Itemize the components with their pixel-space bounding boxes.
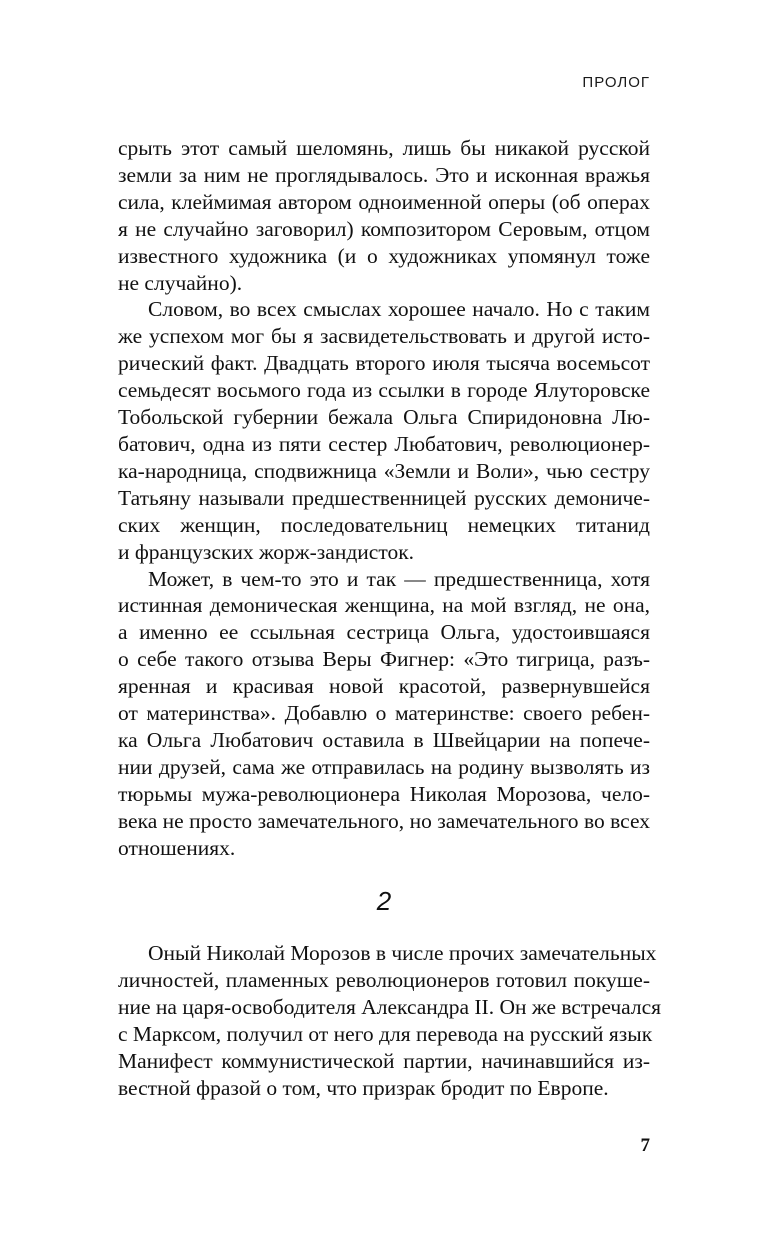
text-line: Оный Николай Морозов в числе прочих замечательных (148, 941, 657, 965)
page-number: 7 (640, 1135, 650, 1156)
text-line: века не просто замечательного, но замечательного во всех (118, 808, 650, 833)
text-line: от материнства». Добавлю о материнстве: своего ребен- (118, 701, 650, 726)
text-line: ских женщин, последовательниц немецких титанид (118, 512, 650, 537)
text-line: сила, клеймимая автором одноименной оперы (об операх (118, 189, 650, 214)
running-head: ПРОЛОГ (582, 74, 650, 91)
text-line: и французских жорж-зандисток. (118, 539, 415, 564)
text-line: Татьяну называли предшественницей русских демониче- (118, 485, 650, 510)
text-line: яренная и красивая новой красотой, развернувшейся (118, 674, 650, 699)
text-line: земли за ним не проглядывалось. Это и исконная вражья (118, 162, 650, 187)
text-line: я не случайно заговорил) композитором Серовым, отцом (118, 216, 650, 241)
text-line: истинная демоническая женщина, на мой взгляд, не она, (118, 593, 650, 618)
text-line: известного художника (и о художниках упомянул тоже (118, 243, 650, 268)
text-line: срыть этот самый шеломянь, лишь бы никакой русской (118, 136, 650, 160)
text-line: Манифест коммунистической партии, начинавшийся из- (118, 1048, 650, 1073)
text-line: семьдесят восьмого года из ссылки в городе Ялуторовске (118, 378, 650, 403)
text-line: отношениях. (118, 835, 236, 860)
text-line: же успехом мог бы я засвидетельствовать и другой исто- (118, 324, 650, 349)
text-line: а именно ее ссыльная сестрица Ольга, удостоившаяся (118, 620, 650, 645)
text-line: Словом, во всех смыслах хорошее начало. Но с таким (148, 297, 650, 322)
body-text-block-2 (118, 940, 662, 1101)
text-line: с Марксом, получил от него для перевода на русский язык (118, 1021, 653, 1046)
text-line: не случайно). (118, 270, 243, 295)
text-line: Тобольской губернии бежала Ольга Спиридоновна Лю- (118, 405, 650, 430)
text-line: тюрьмы мужа-революционера Николая Морозова, чело- (118, 781, 650, 806)
text-line: личностей, пламенных революционеров готовил покуше- (118, 967, 650, 992)
text-line: Может, в чем-то это и так — предшественница, хотя (148, 566, 650, 591)
text-line: батович, одна из пяти сестер Любатович, революционер- (118, 431, 650, 456)
text-line: ка-народница, сподвижница «Земли и Воли», чью сестру (118, 458, 650, 483)
text-line: вестной фразой о том, что призрак бродит по Европе. (118, 1075, 609, 1100)
text-line: ка Ольга Любатович оставила в Швейцарии на попече- (118, 727, 650, 752)
body-text-block-1 (118, 135, 650, 861)
text-line: о себе такого отзыва Веры Фигнер: «Это тигрица, разъ- (118, 647, 650, 672)
text-line: нии друзей, сама же отправилась на родину вызволять из (118, 754, 650, 779)
section-number: 2 (376, 886, 392, 916)
text-line: ние на царя-освободителя Александра II. Он же встречался (118, 994, 662, 1019)
text-line: рический факт. Двадцать второго июля тысяча восемьсот (118, 351, 650, 376)
